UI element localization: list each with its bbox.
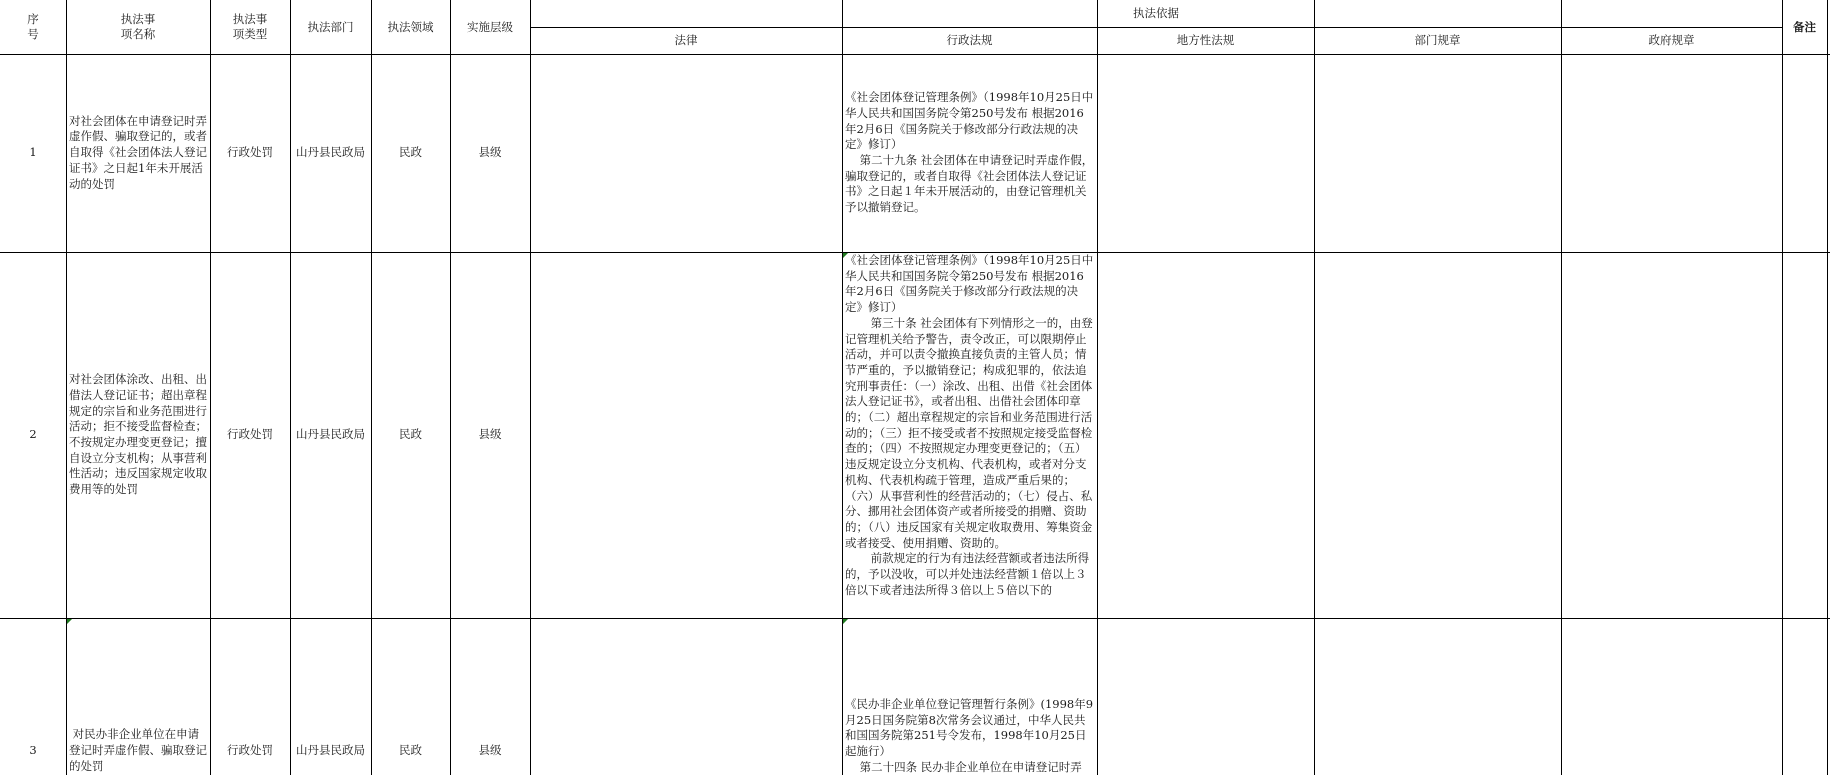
row-1-gov-rule[interactable] [1561, 54, 1782, 252]
row-2-law[interactable] [530, 252, 842, 618]
cell-comment-marker [843, 619, 848, 624]
row-1-dept-rule[interactable] [1314, 54, 1561, 252]
row-2-gov-rule[interactable] [1561, 252, 1782, 618]
row-3-domain[interactable]: 民政 [399, 743, 422, 758]
row-3-dept[interactable]: 山丹县民政局 [296, 743, 365, 758]
row-1-remark[interactable] [1782, 54, 1827, 252]
row-1-domain[interactable]: 民政 [399, 145, 422, 160]
row-3-remark[interactable] [1782, 618, 1827, 775]
header-seq: 序 号 [27, 12, 39, 41]
cell-comment-marker [843, 253, 848, 258]
header-local-reg: 地方性法规 [1176, 33, 1235, 47]
header-dept: 执法部门 [307, 19, 354, 34]
grid-line [1827, 0, 1828, 775]
row-3-item-type[interactable]: 行政处罚 [227, 743, 273, 758]
row-1-level[interactable]: 县级 [478, 145, 502, 160]
header-level: 实施层级 [467, 19, 513, 34]
row-1-dept[interactable]: 山丹县民政局 [296, 145, 365, 160]
header-item-name: 执法事 项名称 [120, 12, 156, 41]
header-admin-reg: 行政法规 [946, 33, 993, 47]
row-3-dept-rule[interactable] [1314, 618, 1561, 775]
header-domain: 执法领域 [387, 19, 434, 34]
row-3-law[interactable] [530, 618, 842, 775]
row-3-item-name[interactable]: 对民办非企业单位在申请登记时弄虚作假、骗取登记的处罚 [69, 727, 207, 773]
row-2-item-name[interactable]: 对社会团体涂改、出租、出借法人登记证书；超出章程规定的宗旨和业务范围进行活动；拒不接受监督检查；不按规定办理变更登记；擅自设立分支机构；从事营利性活动；违反国家规定收取费用等的处罚 [69, 372, 207, 497]
row-3-local-reg[interactable] [1097, 618, 1314, 775]
row-1-admin-reg[interactable]: 《社会团体登记管理条例》（1998年10月25日中华人民共和国国务院令第250号发布 根据2016年2月6日《国务院关于修改部分行政法规的决定》修订） 第二十九条 社会团体在申请登记时弄虚作假，骗取登记的，或者自取得《社会团体法人登记证书》之日起１年未开展活动的，由登记管理机关予以撤销登记。 [845, 90, 1094, 215]
row-2-local-reg[interactable] [1097, 252, 1314, 618]
row-2-dept[interactable]: 山丹县民政局 [296, 427, 365, 442]
row-1-local-reg[interactable] [1097, 54, 1314, 252]
row-3-admin-reg[interactable]: 《民办非企业单位登记管理暂行条例》(1998年9月25日国务院第8次常务会议通过，中华人民共和国国务院第251号令发布，1998年10月25日起施行） 第二十四条 民办非企业单位在申请登记时弄 [845, 697, 1094, 774]
row-1-seq[interactable]: 1 [29, 145, 37, 160]
row-1-item-name[interactable]: 对社会团体在申请登记时弄虚作假、骗取登记的，或者自取得《社会团体法人登记证书》之日起1年未开展活动的处罚 [69, 113, 207, 191]
row-1-item-type[interactable]: 行政处罚 [227, 145, 273, 160]
row-2-seq[interactable]: 2 [29, 427, 37, 442]
row-2-remark[interactable] [1782, 252, 1827, 618]
header-item-type: 执法事 项类型 [232, 12, 268, 41]
row-2-domain[interactable]: 民政 [399, 427, 422, 442]
row-1-law[interactable] [530, 54, 842, 252]
header-gov-rule: 政府规章 [1648, 33, 1695, 47]
row-3-seq[interactable]: 3 [29, 743, 37, 758]
row-2-admin-reg[interactable]: 《社会团体登记管理条例》（1998年10月25日中华人民共和国国务院令第250号发布 根据2016年2月6日《国务院关于修改部分行政法规的决定》修订） 第三十条 社会团体有下列情形之一的，由登记管理机关给予警告，责令改正，可以限期停止活动，并可以责令撤换直接负责的主管人员；情节严重的，予以撤销登记；构成犯罪的，依法追究刑事责任：（一）涂改、出租、出借《社会团体法人登记证书》，或者出租、出借社会团体印章的；（二）超出章程规定的宗旨和业务范围进行活动的；（三）拒不接受或者不按照规定接受监督检查的；（四）不按照规定办理变更登记的；（五）违反规定设立分支机构、代表机构，或者对分支机构、代表机构疏于管理，造成严重后果的；（六）从事营利性的经营活动的；（七）侵占、私分、挪用社会团体资产或者所接受的捐赠、资助的；（八）违反国家有关规定收取费用、筹集资金或者接受、使用捐赠、资助的。 前款规定的行为有违法经营额或者违法所得的，予以没收，可以并处违法经营额１倍以上３倍以下或者违法所得３倍以上５倍以下的 [845, 253, 1094, 597]
cell-comment-marker [67, 619, 72, 624]
header-basis: 执法依据 [1133, 6, 1179, 20]
header-remark: 备注 [1793, 19, 1816, 34]
header-dept-rule: 部门规章 [1414, 33, 1461, 47]
row-3-level[interactable]: 县级 [478, 743, 502, 758]
row-3-gov-rule[interactable] [1561, 618, 1782, 775]
row-2-level[interactable]: 县级 [478, 427, 502, 442]
row-2-dept-rule[interactable] [1314, 252, 1561, 618]
row-2-item-type[interactable]: 行政处罚 [227, 427, 273, 442]
header-law: 法律 [674, 33, 698, 47]
